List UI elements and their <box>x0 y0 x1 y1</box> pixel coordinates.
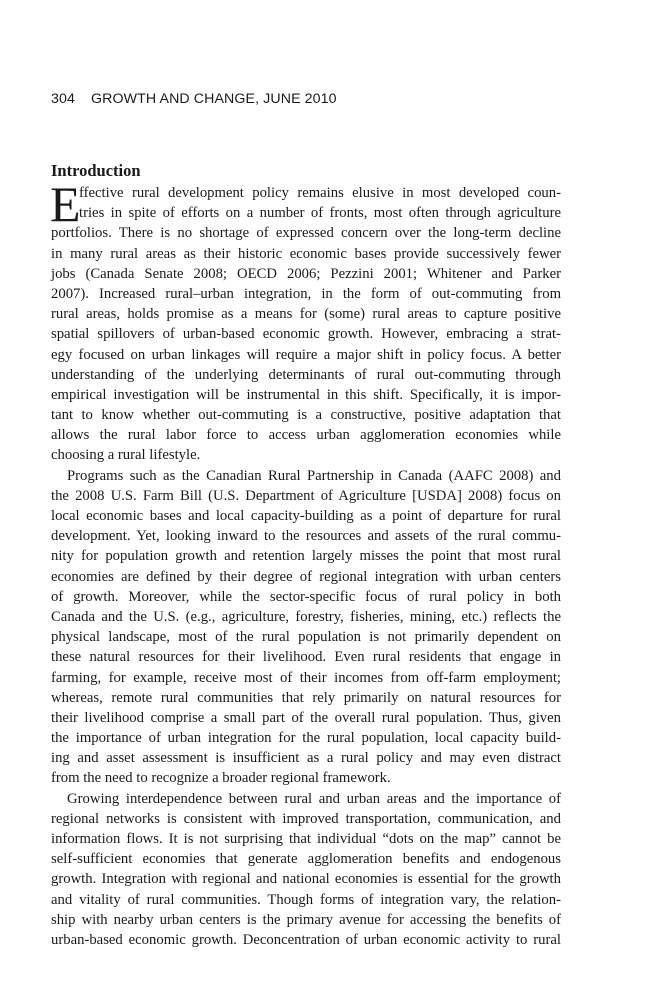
body-text <box>50 176 561 950</box>
paragraph-2-line: nity for population growth and retention largely misses the point that most rural <box>51 548 561 565</box>
paragraph-1-line: egy focused on urban linkages will require a major shift in policy focus. A better <box>51 346 561 363</box>
paragraph-3-line: and vitality of rural communities. Though forms of integration vary, the relation- <box>51 891 561 908</box>
paragraph-2-line: the importance of urban integration for the rural population, local capacity build- <box>51 730 561 747</box>
paragraph-3-line: information flows. It is not surprising that individual “dots on the map” cannot be <box>51 831 561 847</box>
paragraph-1-line: in many rural areas as their historic economic bases provide successively fewer <box>51 245 561 262</box>
paragraph-1-line: understanding of the underlying determinants of rural out-commuting through <box>51 366 561 383</box>
paragraph-2-line: farming, for example, receive most of their incomes from off-farm employment; <box>51 669 561 686</box>
paragraph-2-line: ing and asset assessment is insufficient as a rural policy and may even distract <box>51 750 561 767</box>
paragraph-2-line: economies are defined by their degree of regional integration with urban centers <box>51 568 561 585</box>
paragraph-1-line: rural areas, holds promise as a means for (some) rural areas to capture positive <box>51 306 561 323</box>
paragraph-2-line: the 2008 U.S. Farm Bill (U.S. Department of Agriculture [USDA] 2008) focus on <box>51 487 561 504</box>
paragraph-1-line: allows the rural labor force to access urban agglomeration economies while <box>51 427 561 444</box>
paragraph-1-line: jobs (Canada Senate 2008; OECD 2006; Pezzini 2001; Whitener and Parker <box>51 265 561 282</box>
paragraph-3-line: urban-based economic growth. Deconcentration of urban economic activity to rural <box>51 931 561 948</box>
paragraph-2-line: development. Yet, looking inward to the resources and assets of the rural commu- <box>51 528 561 545</box>
running-header <box>51 91 337 107</box>
paragraph-2-line: Canada and the U.S. (e.g., agriculture, forestry, fisheries, mining, etc.) reflects the <box>51 608 561 625</box>
section-heading: Introduction <box>51 161 141 180</box>
page-number: 304 <box>51 91 75 107</box>
paragraph-1-line: 2007). Increased rural–urban integration, in the form of out-commuting from <box>51 285 561 302</box>
paragraph-2-line: Programs such as the Canadian Rural Partnership in Canada (AAFC 2008) and <box>67 467 561 484</box>
paragraph-2-line: of growth. Moreover, while the sector-specific focus of rural policy in both <box>51 588 561 605</box>
paragraph-3-line: growth. Integration with regional and national economies is essential for the growth <box>51 871 561 888</box>
paragraph-1-line: choosing a rural lifestyle. <box>51 447 201 464</box>
paragraph-2-line: whereas, remote rural communities that rely primarily on natural resources for <box>51 689 561 706</box>
paragraph-1-line: empirical investigation will be instrumental in this shift. Specifically, it is impor- <box>51 386 561 403</box>
paragraph-3-line: ship with nearby urban centers is the primary avenue for accessing the benefits of <box>51 911 561 928</box>
paragraph-2-line: these natural resources for their livelihood. Even rural residents that engage in <box>51 649 561 666</box>
paragraph-1-line: tries in spite of efforts on a number of fronts, most often through agriculture <box>79 205 561 222</box>
paragraph-2-line: local economic bases and local capacity-building as a point of departure for rural <box>51 508 561 524</box>
paragraph-2-line: physical landscape, most of the rural population is not primarily dependent on <box>51 629 561 646</box>
paragraph-1-line: portfolios. There is no shortage of expressed concern over the long-term decline <box>51 225 561 242</box>
paragraph-2-line: their livelihood comprise a small part of the overall rural population. Thus, given <box>51 709 561 726</box>
paragraph-2-line: from the need to recognize a broader regional framework. <box>51 770 391 787</box>
paragraph-3-line: self-sufficient economies that generate agglomeration benefits and endogenous <box>51 851 561 868</box>
paragraph-1-line: ffective rural development policy remains elusive in most developed coun- <box>79 185 561 201</box>
drop-cap: E <box>50 176 81 232</box>
running-title: GROWTH AND CHANGE, JUNE 2010 <box>91 91 337 107</box>
paragraph-3-line: regional networks is consistent with improved transportation, communication, and <box>51 810 561 827</box>
paragraph-1-line: tant to know whether out-commuting is a constructive, positive adaptation that <box>51 407 561 424</box>
paragraph-3-line: Growing interdependence between rural and urban areas and the importance of <box>67 790 561 807</box>
paragraph-1-line: spatial spillovers of urban-based economic growth. However, embracing a strat- <box>51 326 561 343</box>
